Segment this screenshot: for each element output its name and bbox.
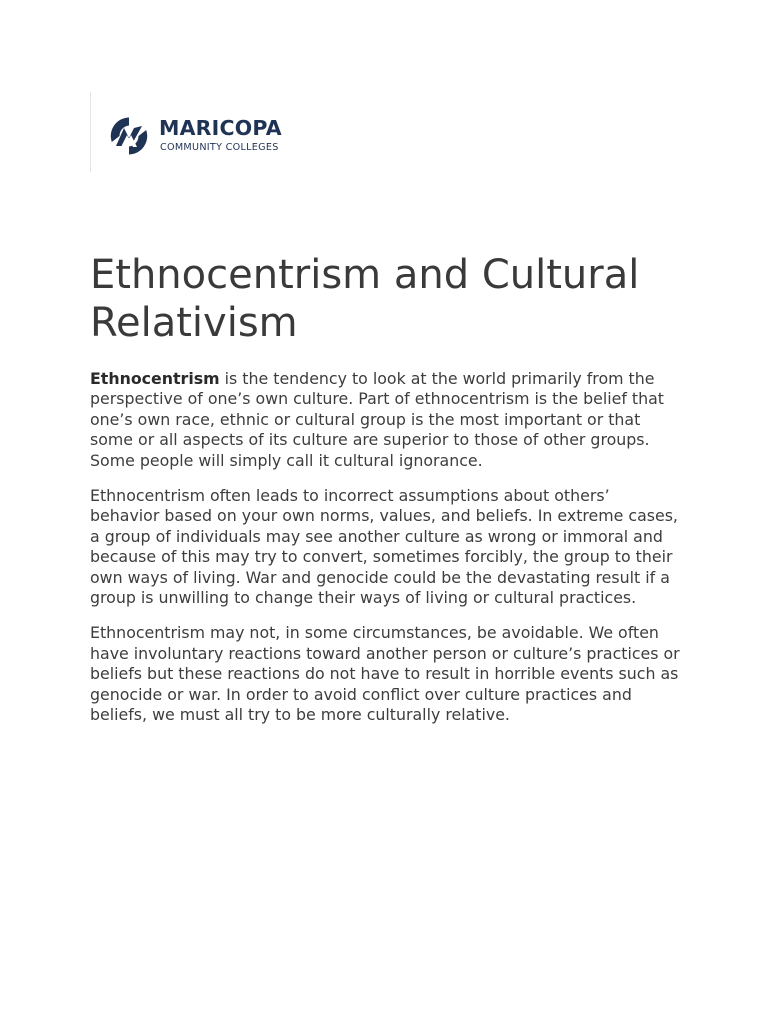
logo-subtitle: COMMUNITY COLLEGES bbox=[160, 142, 279, 153]
page-title: Ethnocentrism and Cultural Relativism bbox=[90, 252, 640, 346]
paragraph-definition bbox=[90, 369, 680, 471]
logo-name: MARICOPA bbox=[159, 116, 282, 140]
paragraph-avoidance: Ethnocentrism may not, in some circumstances, be avoidable. We often have involuntary reactions toward another person or culture’s practices or beliefs but these reactions do not have to result in horrible events such as genocide or war. In order to avoid conflict over culture practices and beliefs, we must all try to be more culturally relative. bbox=[90, 623, 680, 725]
maricopa-logo bbox=[90, 92, 301, 172]
defined-term: Ethnocentrism bbox=[90, 369, 220, 388]
paragraph-text: is the tendency to look at the world primarily from the perspective of one’s own culture. Part of ethnocentrism is the belief that one’s own race, ethnic or cultural group is the most important or that some or all aspects of its culture are superior to those of other groups. Some people will simply call it cultural ignorance. bbox=[90, 369, 664, 470]
paragraph-assumptions: Ethnocentrism often leads to incorrect assumptions about others’ behavior based on your own norms, values, and beliefs. In extreme cases, a group of individuals may see another culture as wrong or immoral and because of this may try to convert, sometimes forcibly, the group to their own ways of living. War and genocide could be the devastating result if a group is unwilling to change their ways of living or cultural practices. bbox=[90, 486, 678, 608]
maricopa-logo-mark-icon bbox=[110, 116, 148, 156]
article-body bbox=[90, 369, 680, 741]
